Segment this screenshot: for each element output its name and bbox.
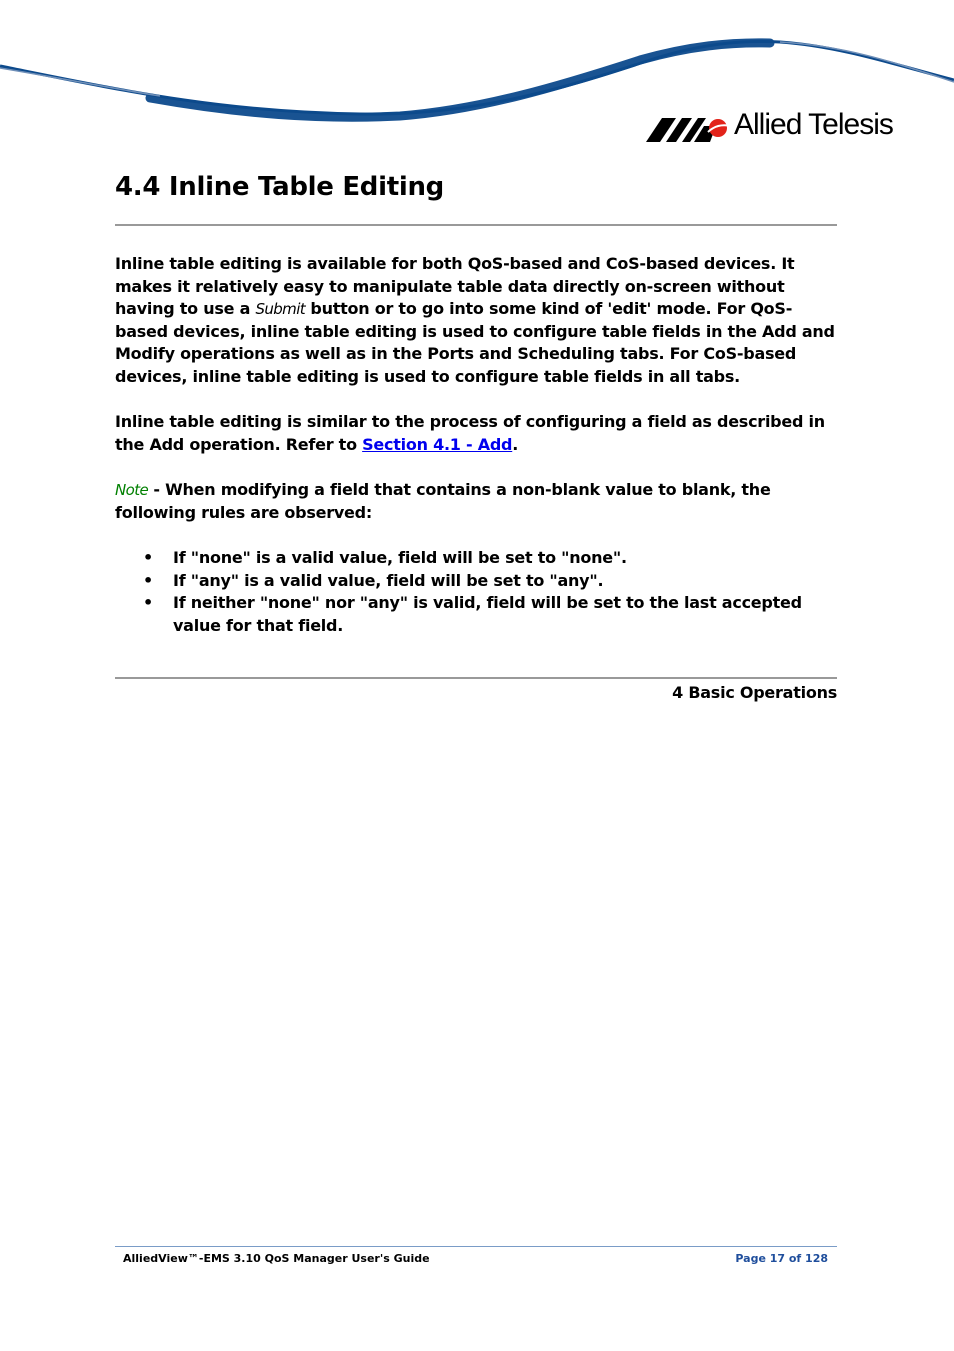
- footer-divider: [115, 1246, 837, 1247]
- footer-page-number: Page 17 of 128: [735, 1252, 828, 1265]
- bullet-icon: •: [143, 593, 153, 613]
- footer-guide-title: AlliedView™-EMS 3.10 QoS Manager User's Guide: [123, 1252, 430, 1265]
- list-item-text: If neither "none" nor "any" is valid, field will be set to the last accepted value for that field.: [173, 593, 802, 635]
- list-item-text: If "none" is a valid value, field will be set to "none".: [173, 548, 627, 567]
- intro-paragraph: [115, 253, 837, 389]
- page-title: 4.4 Inline Table Editing: [115, 172, 444, 202]
- logo-wordmark: Allied Telesis: [734, 108, 893, 141]
- note-label: Note: [115, 481, 149, 499]
- allied-telesis-logo: [646, 108, 906, 148]
- similarity-text-part2: .: [512, 434, 519, 454]
- bullet-icon: •: [143, 548, 153, 567]
- similarity-text-part1: Inline table editing is similar to the process of configuring a field as described in the Add operation. Refer to: [115, 412, 825, 454]
- allied-telesis-mark-icon: [646, 112, 730, 146]
- note-text: - When modifying a field that contains a non-blank value to blank, the following rules are observed:: [115, 480, 771, 522]
- rules-list: [115, 547, 837, 637]
- list-item: [115, 570, 837, 593]
- similarity-paragraph: [115, 411, 837, 456]
- section-4-1-add-link[interactable]: Section 4.1 - Add: [362, 434, 513, 454]
- bullet-icon: •: [143, 570, 153, 590]
- list-item: [115, 547, 837, 570]
- chapter-divider: [115, 677, 837, 679]
- list-item: [115, 592, 837, 637]
- submit-term: Submit: [255, 300, 306, 319]
- list-item-text: If "any" is a valid value, field will be set to "any".: [173, 570, 604, 590]
- intro-text-part2: button or to go into some kind of 'edit' mode. For QoS-based devices, inline table editing is used to configure table fields in the Add and Modify operations as well as in the Ports and Scheduling tabs. For CoS-based devices, inline table editing is used to configure table fields in all tabs.: [115, 299, 835, 386]
- title-divider: [115, 224, 837, 226]
- chapter-label: 4 Basic Operations: [672, 683, 837, 702]
- intro-text-part1: Inline table editing is available for both QoS-based and CoS-based devices. It makes it relatively easy to manipulate table data directly on-screen without having to use a: [115, 254, 795, 319]
- note-paragraph: [115, 479, 837, 524]
